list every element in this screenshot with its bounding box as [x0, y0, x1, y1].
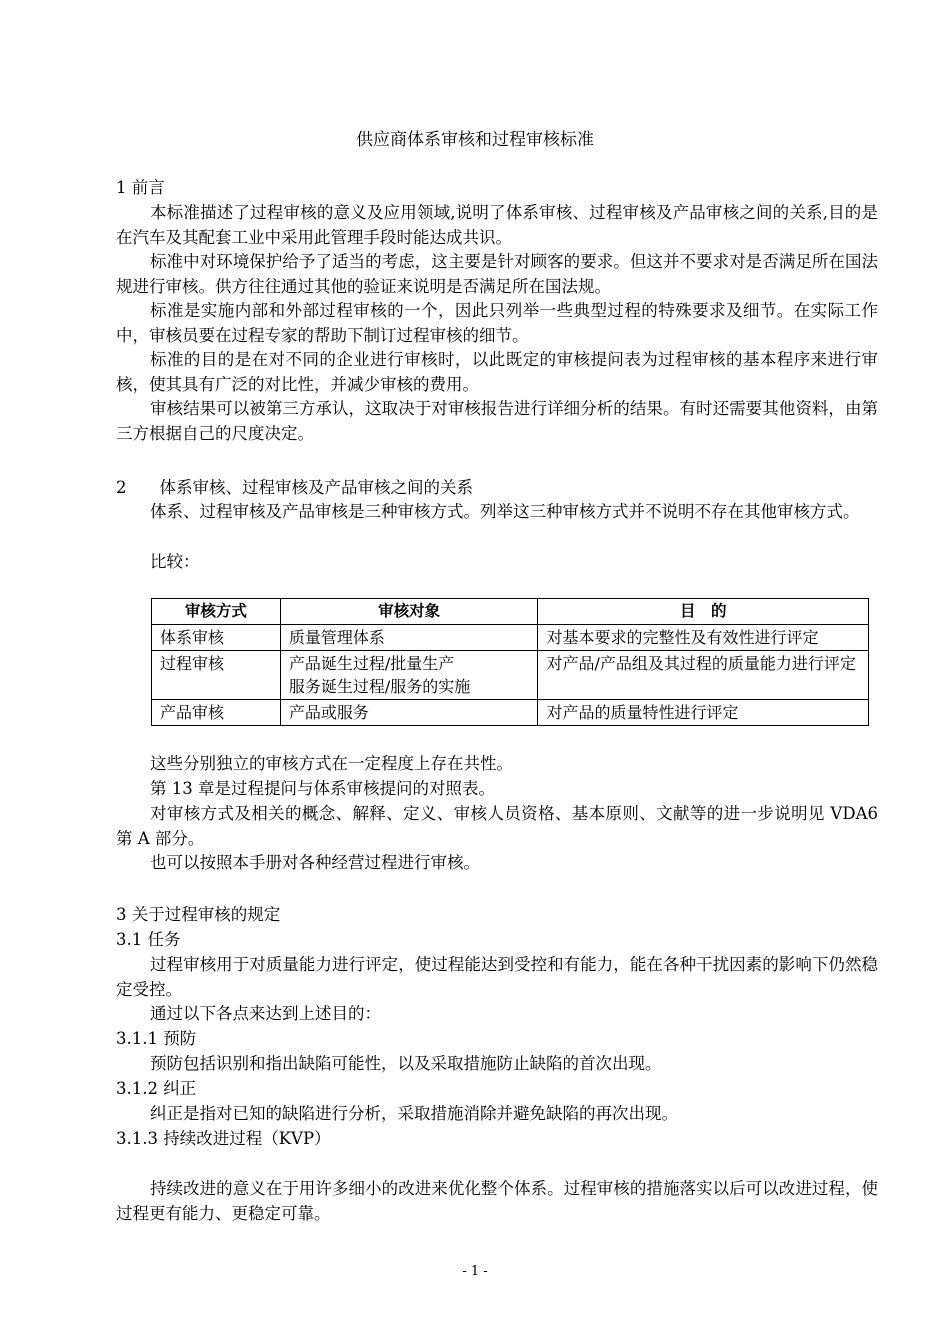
column-header: 目 的 [538, 599, 869, 625]
section-3-1-1-heading: 3.1.1 预防 [116, 1029, 197, 1048]
table-cell: 对基本要求的完整性及有效性进行评定 [538, 625, 869, 651]
page-number: - 1 - [462, 1264, 488, 1279]
paragraph: 标准的目的是在对不同的企业进行审核时，以此既定的审核提问表为过程审核的基本程序来进行审核，使其具有广泛的对比性，并减少审核的费用。 [116, 350, 878, 394]
paragraph: 持续改进的意义在于用许多细小的改进来优化整个体系。过程审核的措施落实以后可以改进过程，使过程更有能力、更稳定可靠。 [116, 1179, 878, 1223]
document-title: 供应商体系审核和过程审核标准 [356, 130, 594, 150]
paragraph: 体系、过程审核及产品审核是三种审核方式。列举这三种审核方式并不说明不存在其他审核方式。 [150, 502, 860, 521]
section-1-heading: 1 前言 [116, 178, 165, 197]
column-header: 审核对象 [280, 599, 538, 625]
paragraph: 本标准描述了过程审核的意义及应用领域,说明了体系审核、过程审核及产品审核之间的关系,目的是在汽车及其配套工业中采用此管理手段时能达成共识。 [116, 203, 878, 247]
section-3-1-heading: 3.1 任务 [116, 930, 181, 949]
table-cell: 产品诞生过程/批量生产 服务诞生过程/服务的实施 [280, 651, 538, 700]
paragraph: 预防包括识别和指出缺陷可能性，以及采取措施防止缺陷的首次出现。 [150, 1054, 662, 1073]
compare-label: 比较： [150, 552, 200, 571]
table-cell: 对产品的质量特性进行评定 [538, 700, 869, 726]
table-cell: 产品审核 [152, 700, 281, 726]
table-header-row [152, 599, 869, 625]
section-3-heading: 3 关于过程审核的规定 [116, 905, 281, 924]
comparison-table [151, 598, 869, 726]
section-3-1-3-heading: 3.1.3 持续改进过程（KVP） [116, 1129, 331, 1148]
table-row [152, 651, 869, 700]
paragraph: 纠正是指对已知的缺陷进行分析，采取措施消除并避免缺陷的再次出现。 [150, 1104, 678, 1123]
table-cell: 过程审核 [152, 651, 281, 700]
paragraph: 也可以按照本手册对各种经营过程进行审核。 [150, 853, 480, 872]
table-row [152, 625, 869, 651]
section-2-heading: 2 体系审核、过程审核及产品审核之间的关系 [116, 478, 473, 497]
paragraph: 标准是实施内部和外部过程审核的一个，因此只列举一些典型过程的特殊要求及细节。在实际工作中，审核员要在过程专家的帮助下制订过程审核的细节。 [116, 301, 878, 345]
paragraph: 通过以下各点来达到上述目的： [150, 1004, 381, 1023]
paragraph: 审核结果可以被第三方承认，这取决于对审核报告进行详细分析的结果。有时还需要其他资料，由第三方根据自己的尺度决定。 [116, 399, 878, 443]
table-cell: 对产品/产品组及其过程的质量能力进行评定 [538, 651, 869, 700]
paragraph: 过程审核用于对质量能力进行评定，使过程能达到受控和有能力，能在各种干扰因素的影响下仍然稳定受控。 [116, 955, 878, 999]
table-row [152, 700, 869, 726]
table-cell: 产品或服务 [280, 700, 538, 726]
table-cell: 体系审核 [152, 625, 281, 651]
section-3-1-2-heading: 3.1.2 纠正 [116, 1079, 197, 1098]
paragraph: 这些分别独立的审核方式在一定程度上存在共性。 [150, 754, 513, 773]
table-cell: 质量管理体系 [280, 625, 538, 651]
paragraph: 标准中对环境保护给予了适当的考虑，这主要是针对顾客的要求。但这并不要求对是否满足所在国法规进行审核。供方往往通过其他的验证来说明是否满足所在国法规。 [116, 252, 878, 296]
column-header: 审核方式 [152, 599, 281, 625]
paragraph: 对审核方式及相关的概念、解释、定义、审核人员资格、基本原则、文献等的进一步说明见 VDA6 第 A 部分。 [116, 804, 878, 848]
paragraph: 第 13 章是过程提问与体系审核提问的对照表。 [150, 779, 495, 798]
